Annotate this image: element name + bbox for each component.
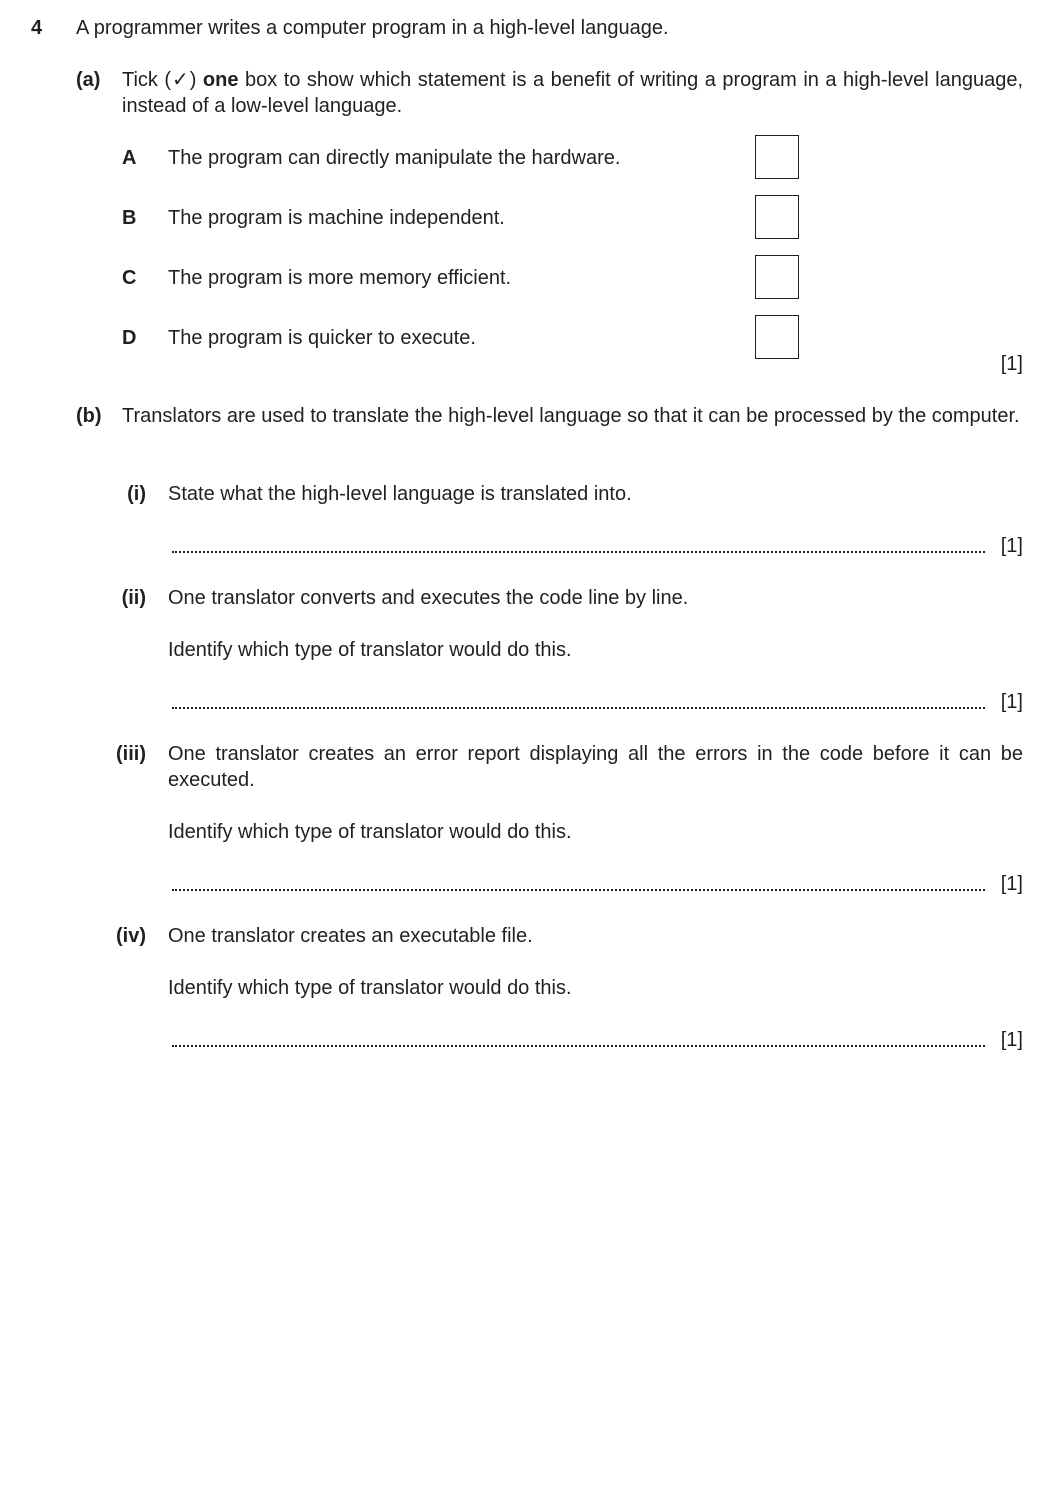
subpart-ii-prompt: Identify which type of translator would do this. — [168, 639, 572, 661]
subpart-i-text: State what the high-level language is translated into. — [168, 483, 632, 505]
subpart-iv-label: (iv) — [116, 925, 146, 947]
option-a-letter: A — [122, 147, 137, 169]
subpart-iii-prompt: Identify which type of translator would do this. — [168, 821, 572, 843]
part-b-label: (b) — [76, 405, 102, 427]
option-c-text: The program is more memory efficient. — [168, 267, 512, 289]
option-a-text: The program can directly manipulate the hardware. — [168, 147, 621, 169]
subpart-i-mark: [1] — [1000, 535, 1023, 557]
subpart-iv-prompt: Identify which type of translator would do this. — [168, 977, 572, 999]
answer-line-iii[interactable] — [172, 877, 985, 891]
subpart-iii-label: (iii) — [116, 743, 146, 765]
instruction-text: box to show which statement is a benefit of writing a program in a high-level language, instead of a low-level language. — [122, 69, 1024, 117]
subpart-ii-label: (ii) — [121, 587, 146, 609]
option-b-letter: B — [122, 207, 137, 229]
option-c-letter: C — [122, 267, 137, 289]
option-d-text: The program is quicker to execute. — [168, 327, 476, 349]
option-d-tickbox[interactable] — [755, 315, 799, 359]
part-a-label: (a) — [76, 69, 101, 91]
part-b-intro: Translators are used to translate the high-level language so that it can be processed by the computer. — [122, 405, 1020, 427]
answer-line-ii[interactable] — [172, 695, 985, 709]
option-c-tickbox[interactable] — [755, 255, 799, 299]
option-d-letter: D — [122, 327, 137, 349]
subpart-iii-mark: [1] — [1000, 873, 1023, 895]
question-stem: A programmer writes a computer program in a high-level language. — [76, 17, 669, 39]
option-b-text: The program is machine independent. — [168, 207, 505, 229]
subpart-iv-text: One translator creates an executable file. — [168, 925, 533, 947]
answer-line-i[interactable] — [172, 539, 985, 553]
option-a-tickbox[interactable] — [755, 135, 799, 179]
option-b-tickbox[interactable] — [755, 195, 799, 239]
part-a-instruction — [122, 67, 1023, 119]
instruction-emphasis: one — [202, 69, 239, 91]
subpart-i-label: (i) — [127, 483, 146, 505]
subpart-iii-text: One translator creates an error report displaying all the errors in the code before it can be executed. — [168, 743, 1023, 791]
subpart-ii-text: One translator converts and executes the code line by line. — [168, 587, 689, 609]
answer-line-iv[interactable] — [172, 1033, 985, 1047]
subpart-ii-mark: [1] — [1000, 691, 1023, 713]
subpart-iv-mark: [1] — [1000, 1029, 1023, 1051]
instruction-text: Tick (✓) — [122, 69, 203, 91]
question-number: 4 — [31, 17, 43, 39]
part-a-mark: [1] — [1000, 353, 1023, 375]
